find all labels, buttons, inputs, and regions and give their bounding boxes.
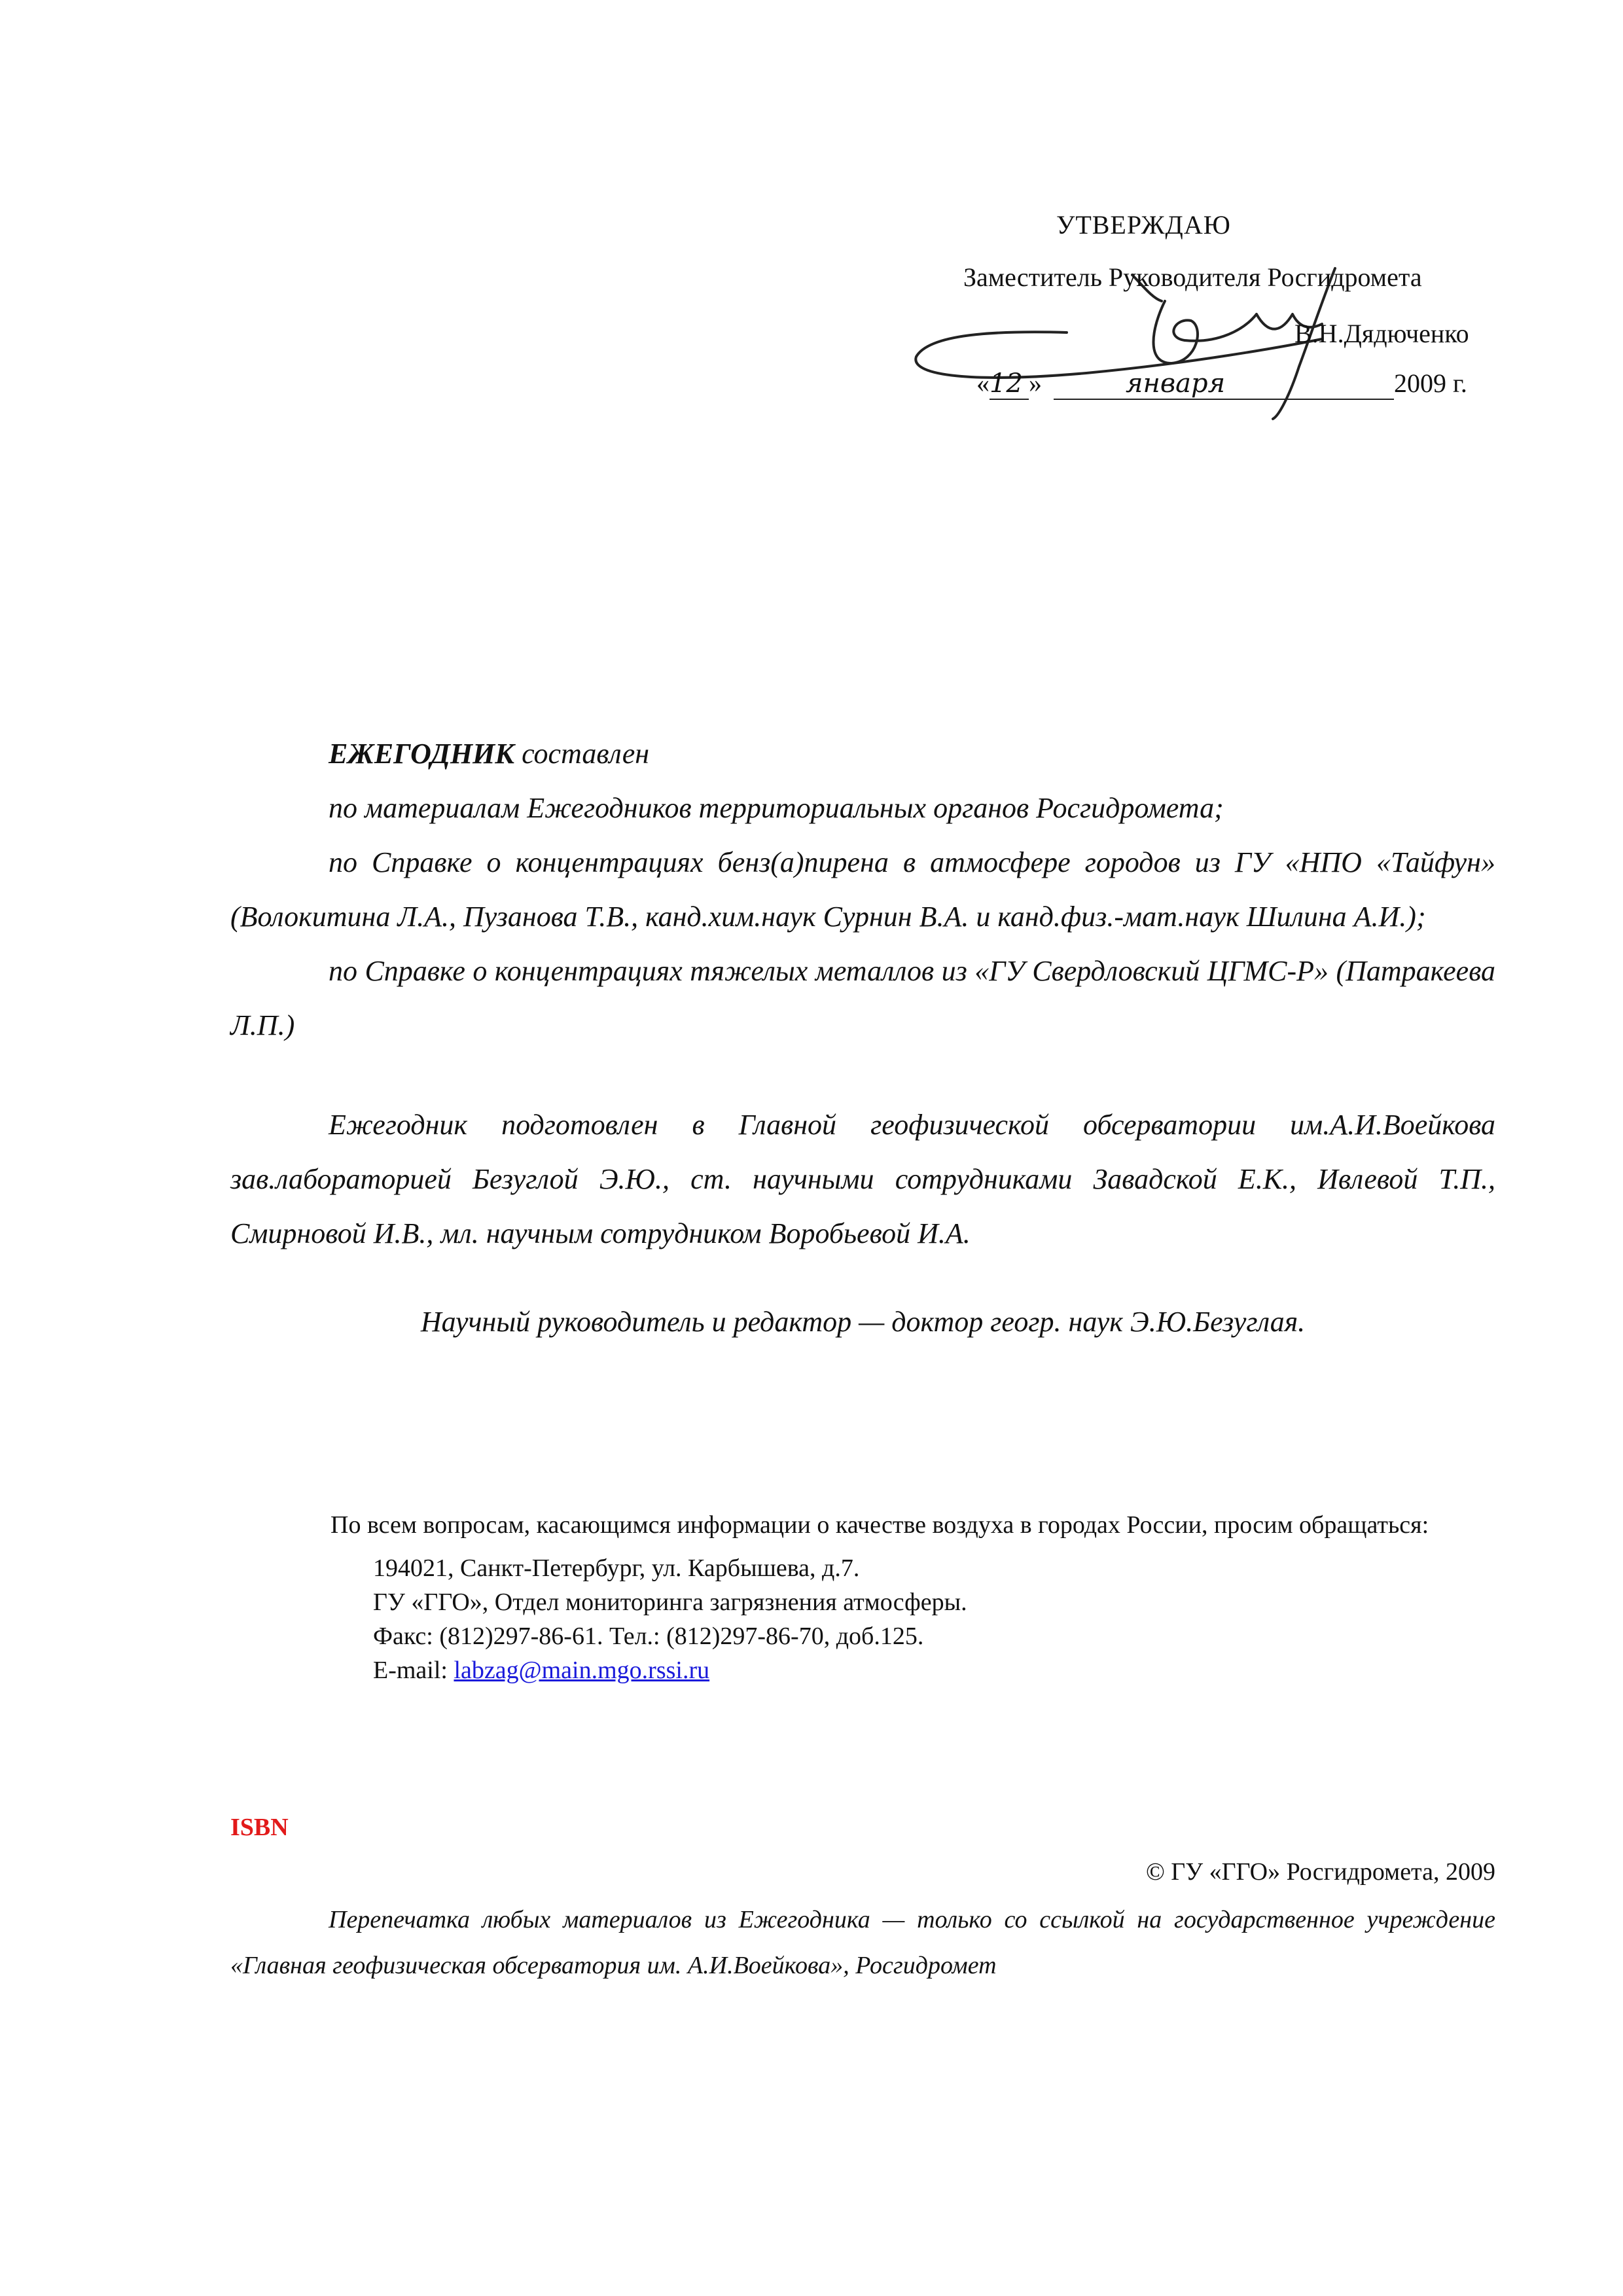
contacts-lead: По всем вопросам, касающимся информации о качестве воздуха в городах России, просим обращаться: xyxy=(330,1511,1429,1539)
approver-position: Заместитель Руководителя Росгидромета xyxy=(963,262,1422,292)
email-link[interactable]: labzag@main.mgo.rssi.ru xyxy=(454,1657,710,1684)
date-day xyxy=(990,368,1029,400)
materials-line: по материалам Ежегодников территориальных органов Росгидромета; xyxy=(329,792,1224,824)
contact-phones: Факс: (812)297-86-61. Тел.: (812)297-86-70, доб.125. xyxy=(373,1623,924,1650)
approval-date xyxy=(976,368,1467,400)
benzapyrene-paragraph: по Справке о концентрациях бенз(а)пирена в атмосфере городов из ГУ «НПО «Тайфун» (Волокитина Л.А., Пузанова Т.В., канд.хим.наук Сурнин В.А. и канд.физ.-мат.наук Шилина А.И.); xyxy=(230,846,1495,933)
reprint-notice: Перепечатка любых материалов из Ежегодника — только со ссылкой на государственное учреждение «Главная геофизическая обсерватория им. А.И.Воейкова», Росгидромет xyxy=(230,1906,1495,1979)
date-close-quote: » xyxy=(1029,368,1042,398)
approval-block xyxy=(916,196,1505,432)
editor-line: Научный руководитель и редактор — доктор геогр. наук Э.Ю.Безуглая. xyxy=(420,1306,1306,1338)
contact-email-row xyxy=(373,1653,1508,1687)
approval-title: УТВЕРЖДАЮ xyxy=(1056,210,1231,240)
email-label: E-mail: xyxy=(373,1657,454,1684)
prepared-paragraph: Ежегодник подготовлен в Главной геофизической обсерватории им.А.И.Воейкова зав.лабораторией Безуглой Э.Ю., ст. научными сотрудниками Завадской Е.К., Ивлевой Т.П., Смирновой И.В., мл. научным сотрудником Воробьевой И.А. xyxy=(230,1109,1495,1249)
copyright-line: © ГУ «ГГО» Росгидромета, 2009 xyxy=(1145,1858,1495,1886)
contacts-block xyxy=(330,1505,1508,1687)
compiled-bold-label: ЕЖЕГОДНИК xyxy=(329,738,515,770)
date-open-quote: « xyxy=(976,368,990,398)
date-day-handwritten: 12 xyxy=(990,368,1023,399)
date-month-handwritten: января xyxy=(1126,368,1226,399)
approver-name: В.Н.Дядюченко xyxy=(1294,319,1469,348)
date-year: 2009 г. xyxy=(1394,368,1467,398)
isbn-label: ISBN xyxy=(230,1814,289,1841)
contacts-list xyxy=(373,1551,1508,1687)
compiled-line xyxy=(230,726,1495,781)
compiled-rest: составлен xyxy=(514,738,650,770)
date-month xyxy=(1054,368,1394,400)
metals-paragraph: по Справке о концентрациях тяжелых металлов из «ГУ Свердловский ЦГМС-Р» (Патракеева Л.П.) xyxy=(230,955,1495,1041)
contact-address: 194021, Санкт-Петербург, ул. Карбышева, д.7. xyxy=(373,1554,860,1582)
contact-department: ГУ «ГГО», Отдел мониторинга загрязнения атмосферы. xyxy=(373,1588,967,1616)
